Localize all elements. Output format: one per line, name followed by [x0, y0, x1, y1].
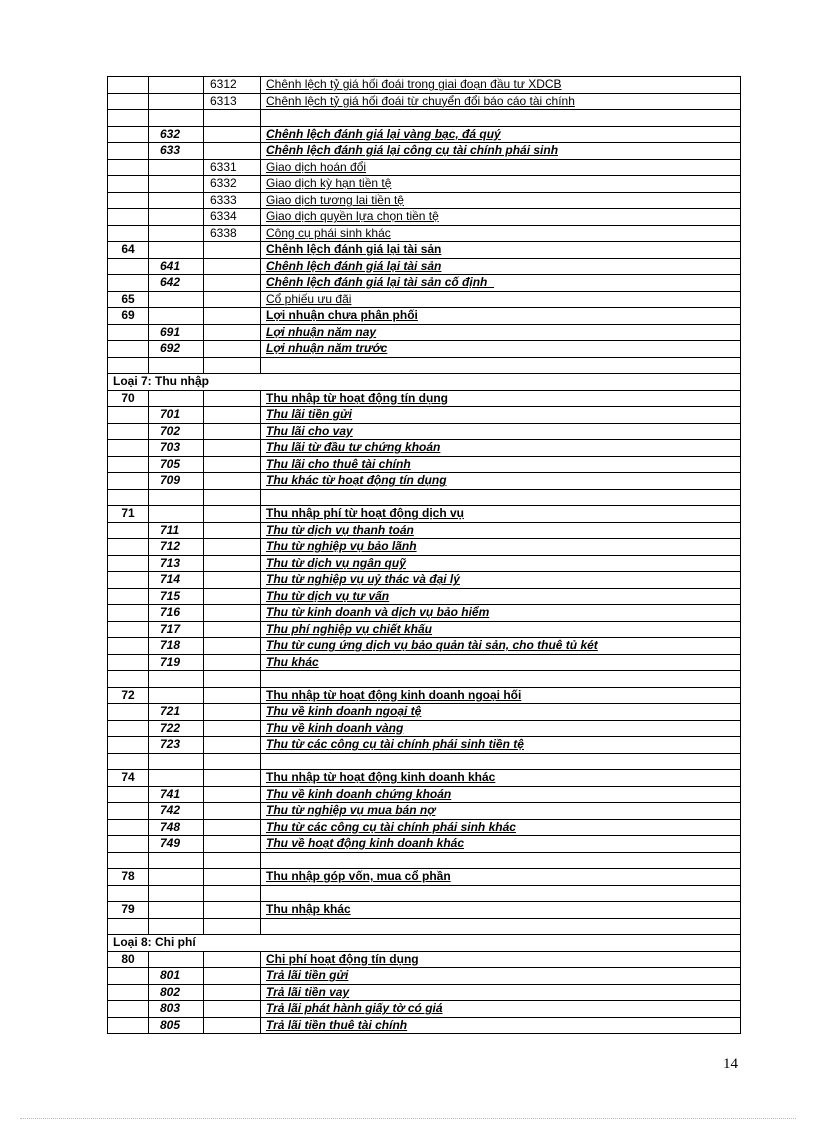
account-code-level2	[149, 192, 204, 209]
account-code-level1	[108, 654, 149, 671]
account-code-level3	[204, 902, 261, 919]
account-code-level1	[108, 456, 149, 473]
account-name: Chênh lệch đánh giá lại vàng bạc, đá quý	[261, 126, 741, 143]
account-code-level3	[204, 918, 261, 935]
account-code-level2: 721	[149, 704, 204, 721]
account-row	[108, 308, 741, 325]
account-row	[108, 737, 741, 754]
account-name: Thu về kinh doanh vàng	[261, 720, 741, 737]
account-name: Thu từ cung ứng dịch vụ bảo quản tài sản, cho thuê tủ két	[261, 638, 741, 655]
account-row	[108, 159, 741, 176]
account-row	[108, 951, 741, 968]
account-row	[108, 588, 741, 605]
account-row	[108, 423, 741, 440]
account-code-level2: 803	[149, 1001, 204, 1018]
account-name	[261, 852, 741, 869]
account-row	[108, 473, 741, 490]
account-name: Thu từ các công cụ tài chính phái sinh khác	[261, 819, 741, 836]
account-code-level1	[108, 275, 149, 292]
account-code-level1	[108, 324, 149, 341]
account-name	[261, 753, 741, 770]
blank-row	[108, 357, 741, 374]
account-row	[108, 869, 741, 886]
account-code-level2: 701	[149, 407, 204, 424]
account-name: Thu từ nghiệp vụ uỷ thác và đại lý	[261, 572, 741, 589]
account-code-level2: 713	[149, 555, 204, 572]
account-row	[108, 242, 741, 259]
account-code-level2: 633	[149, 143, 204, 160]
account-code-level3: 6312	[204, 77, 261, 94]
account-row	[108, 506, 741, 523]
account-code-level3: 6313	[204, 93, 261, 110]
account-row	[108, 687, 741, 704]
account-name: Thu khác từ hoạt động tín dụng	[261, 473, 741, 490]
account-code-level2: 632	[149, 126, 204, 143]
account-name: Thu từ dịch vụ thanh toán	[261, 522, 741, 539]
account-code-level1: 74	[108, 770, 149, 787]
account-name	[261, 357, 741, 374]
account-code-level1	[108, 704, 149, 721]
account-code-level2	[149, 110, 204, 127]
account-code-level1	[108, 803, 149, 820]
account-code-level1: 72	[108, 687, 149, 704]
account-row	[108, 258, 741, 275]
account-code-level3	[204, 473, 261, 490]
account-row	[108, 456, 741, 473]
account-code-level1	[108, 605, 149, 622]
account-code-level1: 64	[108, 242, 149, 259]
account-code-level3	[204, 836, 261, 853]
account-code-level3	[204, 341, 261, 358]
account-code-level3: 6334	[204, 209, 261, 226]
account-row	[108, 902, 741, 919]
account-code-level1: 65	[108, 291, 149, 308]
account-row	[108, 836, 741, 853]
account-code-level3	[204, 126, 261, 143]
account-code-level2	[149, 225, 204, 242]
account-name: Thu lãi cho thuê tài chính	[261, 456, 741, 473]
account-code-level3	[204, 951, 261, 968]
account-code-level2	[149, 159, 204, 176]
account-code-level1: 80	[108, 951, 149, 968]
account-code-level1	[108, 621, 149, 638]
account-code-level3	[204, 357, 261, 374]
account-code-level2: 805	[149, 1017, 204, 1034]
account-row	[108, 572, 741, 589]
account-code-level3	[204, 687, 261, 704]
account-row	[108, 192, 741, 209]
account-name: Thu từ nghiệp vụ mua bán nợ	[261, 803, 741, 820]
account-code-level2	[149, 77, 204, 94]
account-code-level3	[204, 440, 261, 457]
account-code-level1	[108, 126, 149, 143]
account-row	[108, 720, 741, 737]
account-code-level3	[204, 638, 261, 655]
account-code-level2	[149, 902, 204, 919]
account-name: Công cụ phái sinh khác	[261, 225, 741, 242]
account-code-level3	[204, 390, 261, 407]
section-header-row	[108, 935, 741, 952]
account-row	[108, 522, 741, 539]
account-code-level1	[108, 159, 149, 176]
account-code-level1	[108, 209, 149, 226]
account-code-level2: 742	[149, 803, 204, 820]
account-code-level3	[204, 456, 261, 473]
account-name: Thu khác	[261, 654, 741, 671]
account-name: Thu về hoạt động kinh doanh khác	[261, 836, 741, 853]
account-row	[108, 555, 741, 572]
account-name: Thu từ dịch vụ ngân quỹ	[261, 555, 741, 572]
blank-row	[108, 671, 741, 688]
account-name: Thu nhập khác	[261, 902, 741, 919]
account-code-level1	[108, 753, 149, 770]
account-code-level2: 716	[149, 605, 204, 622]
account-row	[108, 93, 741, 110]
account-code-level2: 714	[149, 572, 204, 589]
account-name: Chênh lệch đánh giá lại tài sản	[261, 242, 741, 259]
account-code-level3: 6338	[204, 225, 261, 242]
account-row	[108, 1017, 741, 1034]
account-code-level2	[149, 308, 204, 325]
account-code-level1	[108, 489, 149, 506]
account-code-level3	[204, 720, 261, 737]
account-code-level2: 741	[149, 786, 204, 803]
account-code-level3	[204, 803, 261, 820]
account-code-level2	[149, 390, 204, 407]
account-code-level3	[204, 654, 261, 671]
account-code-level3: 6331	[204, 159, 261, 176]
account-name: Giao dịch kỳ hạn tiền tệ	[261, 176, 741, 193]
account-code-level3	[204, 984, 261, 1001]
account-name: Giao dịch tương lai tiền tệ	[261, 192, 741, 209]
account-code-level3	[204, 819, 261, 836]
account-name: Giao dịch hoán đổi	[261, 159, 741, 176]
account-code-level2: 703	[149, 440, 204, 457]
account-code-level2	[149, 951, 204, 968]
account-row	[108, 803, 741, 820]
account-name	[261, 885, 741, 902]
account-name	[261, 671, 741, 688]
blank-row	[108, 852, 741, 869]
account-code-level3	[204, 786, 261, 803]
account-code-level1	[108, 143, 149, 160]
account-code-level2	[149, 869, 204, 886]
account-code-level1	[108, 671, 149, 688]
account-code-level3	[204, 506, 261, 523]
account-code-level2: 712	[149, 539, 204, 556]
account-name: Chênh lệch tỷ giá hối đoái từ chuyển đổi báo cáo tài chính	[261, 93, 741, 110]
account-code-level2	[149, 671, 204, 688]
account-code-level2	[149, 242, 204, 259]
account-code-level2: 711	[149, 522, 204, 539]
account-code-level1: 79	[108, 902, 149, 919]
account-code-level2	[149, 489, 204, 506]
account-code-level2	[149, 506, 204, 523]
account-code-level3	[204, 242, 261, 259]
account-name: Giao dịch quyền lựa chọn tiền tệ	[261, 209, 741, 226]
account-code-level2: 801	[149, 968, 204, 985]
account-name	[261, 918, 741, 935]
account-row	[108, 968, 741, 985]
account-code-level3	[204, 110, 261, 127]
account-name: Chênh lệch đánh giá lại tài sản	[261, 258, 741, 275]
account-name: Chênh lệch đánh giá lại tài sản cố định_	[261, 275, 741, 292]
account-code-level1	[108, 588, 149, 605]
account-code-level2	[149, 357, 204, 374]
account-code-level2	[149, 885, 204, 902]
account-name: Trả lãi phát hành giấy tờ có giá	[261, 1001, 741, 1018]
account-code-level3	[204, 852, 261, 869]
account-code-level2	[149, 770, 204, 787]
account-name: Chi phí hoạt động tín dụng	[261, 951, 741, 968]
account-code-level3	[204, 1001, 261, 1018]
account-code-level3	[204, 869, 261, 886]
account-name: Thu phí nghiệp vụ chiết khấu	[261, 621, 741, 638]
account-code-level1	[108, 93, 149, 110]
account-code-level1	[108, 357, 149, 374]
account-code-level1	[108, 638, 149, 655]
account-row	[108, 77, 741, 94]
account-code-level1: 78	[108, 869, 149, 886]
account-row	[108, 126, 741, 143]
account-name: Trả lãi tiền thuê tài chính	[261, 1017, 741, 1034]
account-code-level2: 749	[149, 836, 204, 853]
account-row	[108, 984, 741, 1001]
account-code-level1: 70	[108, 390, 149, 407]
blank-row	[108, 489, 741, 506]
account-code-level1	[108, 836, 149, 853]
account-code-level2	[149, 209, 204, 226]
account-code-level2: 642	[149, 275, 204, 292]
account-row	[108, 621, 741, 638]
account-name: Thu nhập từ hoạt động kinh doanh khác	[261, 770, 741, 787]
account-code-level1	[108, 819, 149, 836]
account-code-level1	[108, 786, 149, 803]
account-code-level3: 6333	[204, 192, 261, 209]
account-row	[108, 819, 741, 836]
account-code-level1	[108, 852, 149, 869]
section-label: Loại 8: Chi phí	[108, 935, 741, 952]
section-header-row	[108, 374, 741, 391]
account-code-level3	[204, 770, 261, 787]
account-name: Thu về kinh doanh chứng khoán	[261, 786, 741, 803]
account-code-level1	[108, 1017, 149, 1034]
account-code-level1	[108, 258, 149, 275]
account-code-level3	[204, 968, 261, 985]
account-name	[261, 489, 741, 506]
account-code-level1	[108, 885, 149, 902]
account-code-level2	[149, 753, 204, 770]
account-row	[108, 440, 741, 457]
account-name: Thu lãi tiền gửi	[261, 407, 741, 424]
account-code-level1	[108, 423, 149, 440]
account-code-level3	[204, 423, 261, 440]
account-code-level1	[108, 984, 149, 1001]
account-code-level3	[204, 275, 261, 292]
account-row	[108, 654, 741, 671]
blank-row	[108, 110, 741, 127]
account-row	[108, 1001, 741, 1018]
account-row	[108, 341, 741, 358]
account-code-level3	[204, 522, 261, 539]
account-name: Thu từ các công cụ tài chính phái sinh tiền tệ	[261, 737, 741, 754]
account-code-level1	[108, 720, 149, 737]
account-code-level1	[108, 473, 149, 490]
account-code-level1	[108, 555, 149, 572]
account-code-level3	[204, 572, 261, 589]
account-code-level1	[108, 192, 149, 209]
account-row	[108, 390, 741, 407]
account-code-level2: 691	[149, 324, 204, 341]
account-code-level2: 718	[149, 638, 204, 655]
account-row	[108, 539, 741, 556]
account-row	[108, 209, 741, 226]
account-table-body	[108, 77, 741, 1034]
account-code-level3: 6332	[204, 176, 261, 193]
account-name: Lợi nhuận năm nay	[261, 324, 741, 341]
account-code-level2: 702	[149, 423, 204, 440]
account-code-level1	[108, 918, 149, 935]
account-name: Thu nhập phí từ hoạt động dịch vụ	[261, 506, 741, 523]
account-name: Trả lãi tiền vay	[261, 984, 741, 1001]
account-code-level1	[108, 572, 149, 589]
account-code-level3	[204, 324, 261, 341]
account-code-level3	[204, 555, 261, 572]
account-name: Thu từ dịch vụ tư vấn	[261, 588, 741, 605]
account-code-level2: 723	[149, 737, 204, 754]
account-name	[261, 110, 741, 127]
account-code-level1	[108, 176, 149, 193]
account-name: Cổ phiếu ưu đãi	[261, 291, 741, 308]
account-code-level1	[108, 225, 149, 242]
account-code-level2: 717	[149, 621, 204, 638]
account-code-level2: 722	[149, 720, 204, 737]
account-code-level2: 715	[149, 588, 204, 605]
account-code-level2: 748	[149, 819, 204, 836]
account-code-level2	[149, 852, 204, 869]
account-code-level3	[204, 258, 261, 275]
account-code-level1	[108, 341, 149, 358]
account-code-level3	[204, 588, 261, 605]
account-name: Chênh lệch đánh giá lại công cụ tài chính phái sinh	[261, 143, 741, 160]
account-name: Chênh lệch tỷ giá hối đoái trong giai đoạn đầu tư XDCB	[261, 77, 741, 94]
account-row	[108, 786, 741, 803]
account-row	[108, 324, 741, 341]
account-code-level3	[204, 308, 261, 325]
account-code-level3	[204, 143, 261, 160]
account-row	[108, 225, 741, 242]
account-code-level3	[204, 539, 261, 556]
account-code-level3	[204, 885, 261, 902]
account-row	[108, 605, 741, 622]
page-number: 14	[723, 1056, 738, 1072]
account-code-level2: 719	[149, 654, 204, 671]
account-name: Thu nhập từ hoạt động kinh doanh ngoại hối	[261, 687, 741, 704]
account-code-level2	[149, 687, 204, 704]
account-name: Thu lãi cho vay	[261, 423, 741, 440]
section-label: Loại 7: Thu nhập	[108, 374, 741, 391]
account-code-level1	[108, 110, 149, 127]
account-row	[108, 143, 741, 160]
blank-row	[108, 885, 741, 902]
account-code-level1	[108, 737, 149, 754]
blank-row	[108, 918, 741, 935]
account-code-level2	[149, 176, 204, 193]
account-name: Thu lãi từ đầu tư chứng khoán	[261, 440, 741, 457]
account-code-level1: 69	[108, 308, 149, 325]
account-code-level2	[149, 291, 204, 308]
account-code-level1: 71	[108, 506, 149, 523]
blank-row	[108, 753, 741, 770]
account-row	[108, 275, 741, 292]
account-table	[107, 76, 741, 1034]
account-name: Thu nhập từ hoạt động tín dụng	[261, 390, 741, 407]
account-row	[108, 291, 741, 308]
account-code-level2: 641	[149, 258, 204, 275]
account-name: Trả lãi tiền gửi	[261, 968, 741, 985]
account-code-level2: 802	[149, 984, 204, 1001]
account-code-level3	[204, 605, 261, 622]
account-code-level3	[204, 671, 261, 688]
account-code-level3	[204, 704, 261, 721]
account-code-level2: 705	[149, 456, 204, 473]
account-code-level1	[108, 407, 149, 424]
account-code-level3	[204, 737, 261, 754]
account-code-level3	[204, 407, 261, 424]
account-name: Thu từ nghiệp vụ bảo lãnh	[261, 539, 741, 556]
account-code-level2: 692	[149, 341, 204, 358]
account-code-level3	[204, 1017, 261, 1034]
account-code-level3	[204, 489, 261, 506]
account-code-level1	[108, 968, 149, 985]
account-row	[108, 770, 741, 787]
account-row	[108, 407, 741, 424]
account-name: Lợi nhuận chưa phân phối	[261, 308, 741, 325]
account-row	[108, 704, 741, 721]
account-code-level2: 709	[149, 473, 204, 490]
account-name: Thu nhập góp vốn, mua cổ phần	[261, 869, 741, 886]
account-name: Thu từ kinh doanh và dịch vụ bảo hiểm	[261, 605, 741, 622]
page-bottom-divider	[20, 1118, 796, 1119]
account-code-level1	[108, 539, 149, 556]
account-code-level3	[204, 753, 261, 770]
account-code-level1	[108, 522, 149, 539]
account-code-level1	[108, 440, 149, 457]
account-row	[108, 638, 741, 655]
account-name: Thu về kinh doanh ngoại tệ	[261, 704, 741, 721]
account-code-level3	[204, 621, 261, 638]
account-code-level1	[108, 1001, 149, 1018]
account-name: Lợi nhuận năm trước	[261, 341, 741, 358]
account-code-level1	[108, 77, 149, 94]
account-code-level2	[149, 93, 204, 110]
account-code-level2	[149, 918, 204, 935]
account-row	[108, 176, 741, 193]
account-code-level3	[204, 291, 261, 308]
